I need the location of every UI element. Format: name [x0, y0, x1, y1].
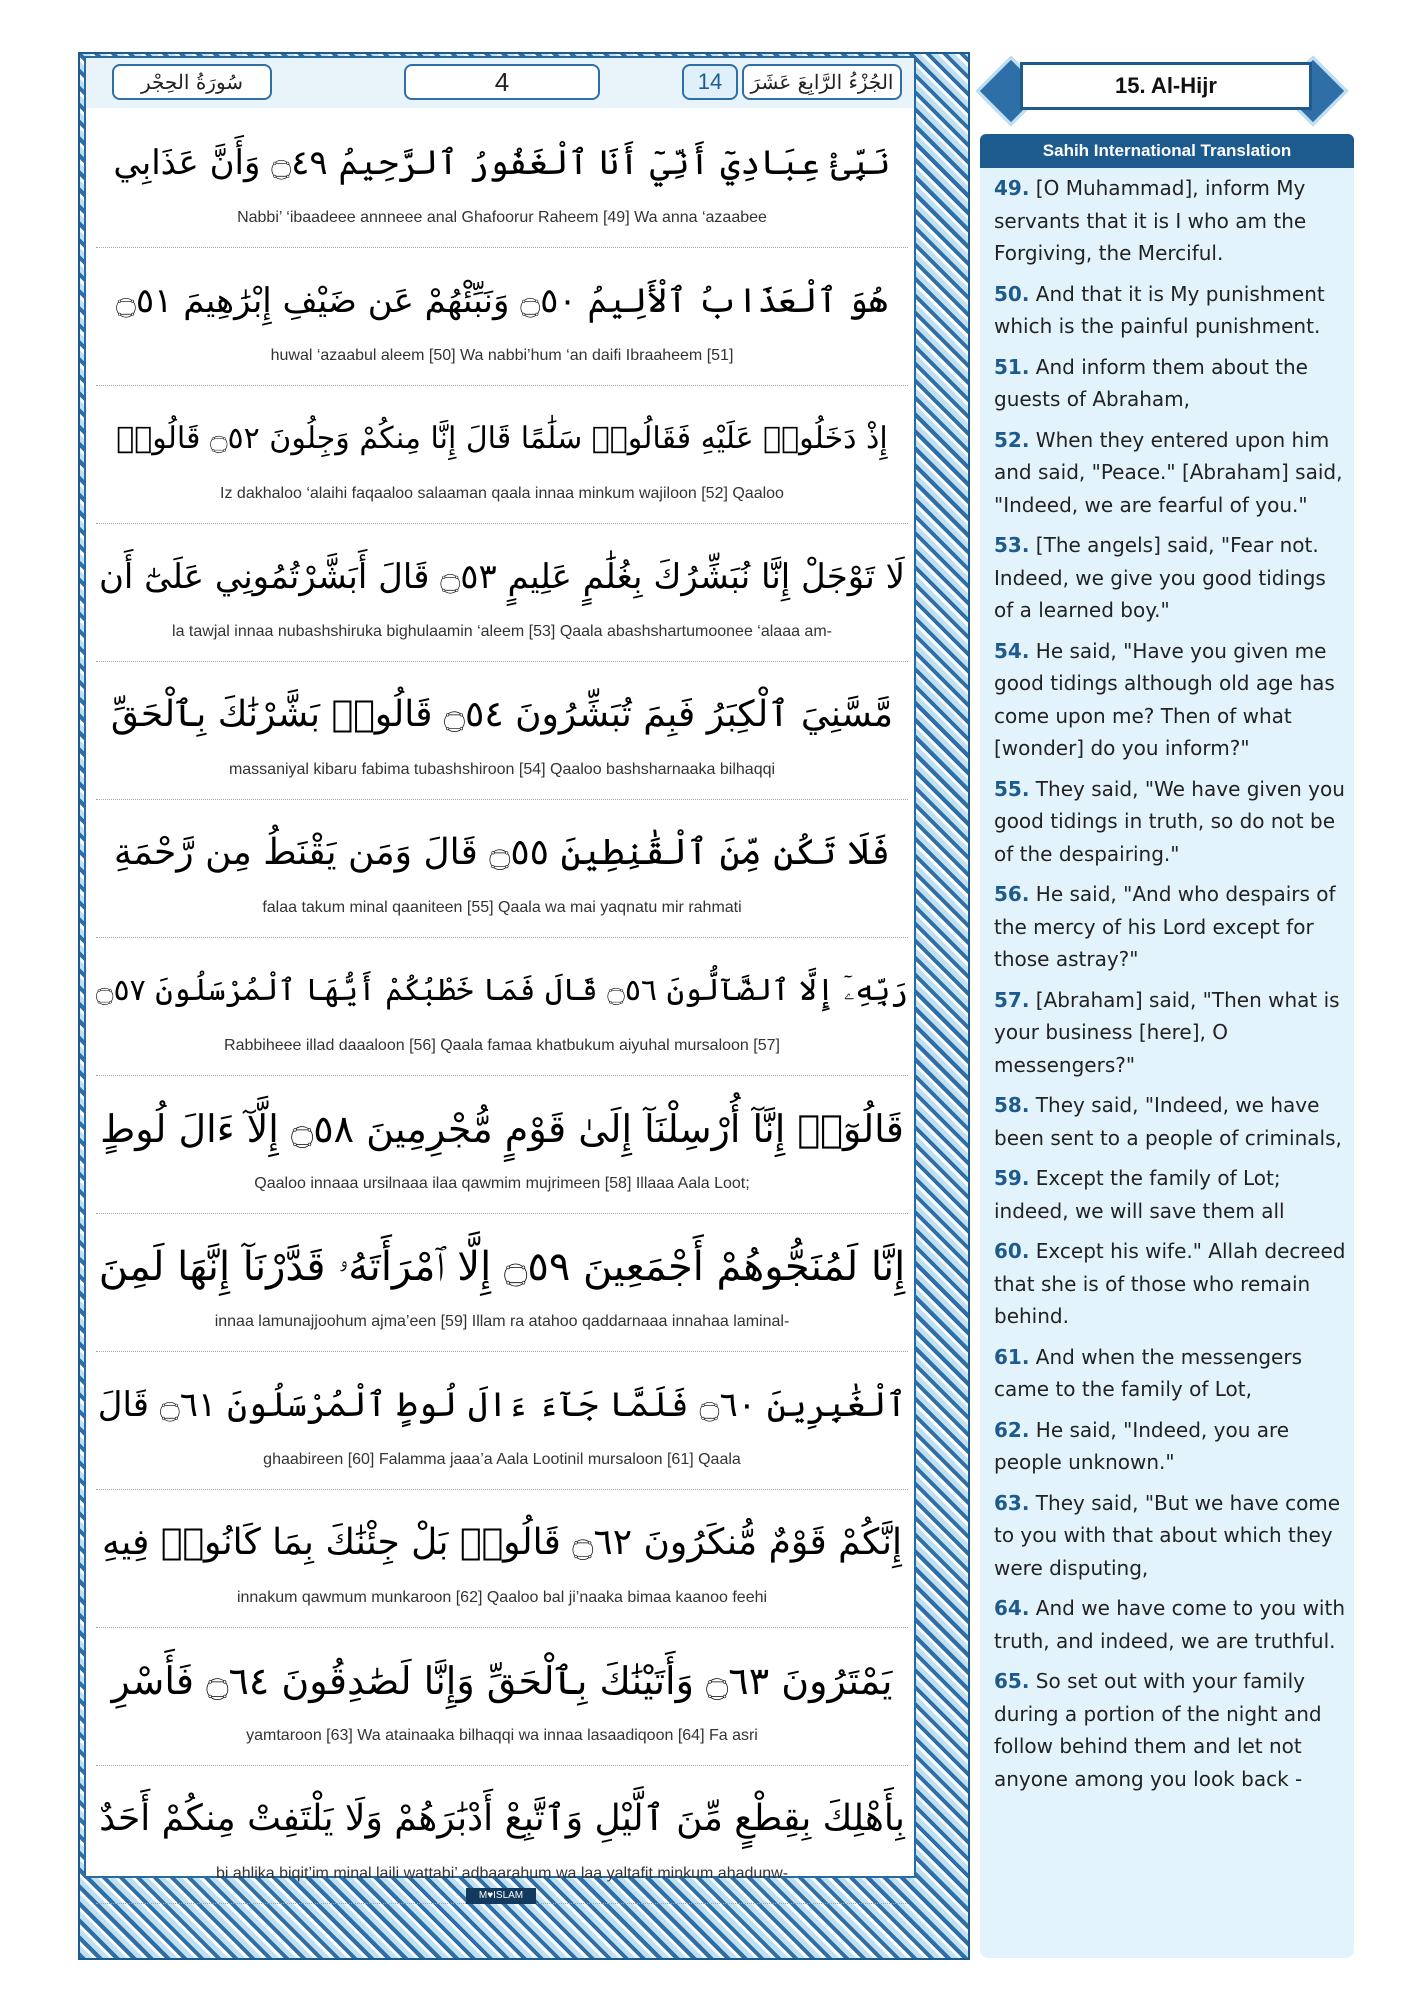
quran-line	[96, 664, 908, 800]
translation-verse	[994, 1235, 1346, 1333]
verse-text: So set out with your family during a portion of the night and follow behind them and let not anyone among you look back -	[994, 1669, 1322, 1791]
verse-text: And when the messengers came to the family of Lot,	[994, 1344, 1303, 1401]
verse-text: He said, "And who despairs of the mercy of his Lord except for those astray?"	[994, 882, 1336, 971]
quran-line	[96, 1078, 908, 1214]
verse-number: 55.	[994, 776, 1030, 801]
arabic-text: لَا تَوْجَلْ إِنَّا نُبَشِّرُكَ بِغُلَٰمٍ عَلِيمٍ ۝٥٣ قَالَ أَبَشَّرْتُمُونِي عَلَىٰٓ أَن	[98, 557, 906, 597]
arabic-text: يَمْتَرُونَ ۝٦٣ وَأَتَيْنَٰكَ بِٱلْحَقِّ وَإِنَّا لَصَٰدِقُونَ ۝٦٤ فَأَسْرِ	[111, 1659, 893, 1703]
translation-verse	[994, 351, 1346, 416]
verse-number: 62.	[994, 1417, 1030, 1442]
quran-line	[96, 802, 908, 938]
verse-number: 63.	[994, 1490, 1030, 1515]
verse-text: Except his wife." Allah decreed that she is of those who remain behind.	[994, 1239, 1346, 1328]
arabic-text: نَبِّئْ عِبَادِيٓ أَنِّيٓ أَنَا ٱلْغَفُورُ ٱلرَّحِيمُ ۝٤٩ وَأَنَّ عَذَابِي	[113, 143, 891, 183]
verse-text: And that it is My punishment which is the painful punishment.	[994, 281, 1325, 338]
verse-text: They said, "But we have come to you with that about which they were disputing,	[994, 1490, 1341, 1580]
verse-text: [O Muhammad], inform My servants that it is I who am the Forgiving, the Merciful.	[994, 176, 1307, 265]
verse-number: 58.	[994, 1093, 1030, 1117]
quran-line	[96, 1492, 908, 1628]
transliteration-text: massaniyal kibaru fabima tubashshiroon [54] Qaaloo bashsharnaaka bilhaqqi	[228, 761, 776, 778]
quran-line	[96, 250, 908, 386]
translation-verse	[994, 529, 1346, 627]
arabic-text: إِذْ دَخَلُوا۟ عَلَيْهِ فَقَالُوا۟ سَلَٰمًا قَالَ إِنَّا مِنكُمْ وَجِلُونَ ۝٥٢ قَالُوا۟	[116, 421, 888, 456]
quran-line	[96, 1216, 908, 1352]
quran-line	[96, 112, 908, 248]
arabic-text: مَّسَّنِيَ ٱلْكِبَرُ فَبِمَ تُبَشِّرُونَ ۝٥٤ قَالُوا۟ بَشَّرْنَٰكَ بِٱلْحَقِّ	[110, 694, 894, 735]
surah-name-label: سُورَةُ الحِجْر	[112, 64, 272, 100]
verse-text: [The angels] said, "Fear not. Indeed, we give you good tidings of a learned boy."	[994, 533, 1326, 622]
translation-verse	[994, 424, 1346, 522]
translation-verse	[994, 1592, 1346, 1657]
verse-text: And we have come to you with truth, and indeed, we are truthful.	[994, 1596, 1346, 1653]
verse-number: 61.	[994, 1344, 1030, 1369]
translation-verse	[994, 984, 1346, 1082]
translation-verse	[994, 773, 1346, 871]
translation-verse	[994, 1665, 1346, 1795]
verse-number: 50.	[994, 281, 1030, 306]
verse-number: 65.	[994, 1669, 1030, 1693]
quran-line	[96, 526, 908, 662]
quran-line	[96, 940, 908, 1076]
translation-verse	[994, 172, 1346, 270]
transliteration-text: Iz dakhaloo ‘alaihi faqaaloo salaaman qaala innaa minkum wajiloon [52] Qaaloo	[220, 485, 784, 502]
transliteration-text: ghaabireen [60] Falamma jaaa’a Aala Lootinil mursaloon [61] Qaala	[263, 1451, 741, 1468]
translation-verse	[994, 635, 1346, 765]
verse-text: [Abraham] said, "Then what is your business [here], O messengers?"	[994, 987, 1340, 1077]
verse-text: He said, "Indeed, you are people unknown."	[994, 1417, 1290, 1474]
verse-text: He said, "Have you given me good tidings although old age has come upon me? Then of what [wonder] do you inform?"	[994, 638, 1335, 760]
transliteration-text: falaa takum minal qaaniteen [55] Qaala wa mai yaqnatu mir rahmati	[262, 899, 742, 916]
verse-text: When they entered upon him and said, "Peace." [Abraham] said, "Indeed, we are fearful of you."	[994, 427, 1343, 517]
translation-verse	[994, 1089, 1346, 1154]
transliteration-text: Rabbiheee illad daaaloon [56] Qaala famaa khatbukum aiyuhal mursaloon [57]	[224, 1037, 780, 1054]
verse-number: 59.	[994, 1166, 1030, 1190]
verse-number: 60.	[994, 1239, 1030, 1263]
verse-text: And inform them about the guests of Abraham,	[994, 354, 1308, 411]
transliteration-text: bi ahlika biqit’im minal laili wattabi’ adbaarahum wa laa yaltafit minkum ahadunw-	[215, 1865, 789, 1882]
arabic-text: إِنَّكُمْ قَوْمٌ مُّنكَرُونَ ۝٦٢ قَالُوا۟ بَلْ جِئْنَٰكَ بِمَا كَانُوا۟ فِيهِ	[101, 1522, 903, 1563]
verse-text: They said, "Indeed, we have been sent to a people of criminals,	[994, 1093, 1342, 1150]
translation-verse	[994, 1162, 1346, 1227]
translation-panel	[980, 168, 1354, 1958]
arabic-text: إِنَّا لَمُنَجُّوهُمْ أَجْمَعِينَ ۝٥٩ إِلَّا ٱمْرَأَتَهُۥ قَدَّرْنَآ إِنَّهَا لَمِنَ	[98, 1244, 906, 1290]
translation-verse	[994, 878, 1346, 976]
arabic-text: ٱلْغَٰبِرِينَ ۝٦٠ فَلَمَّا جَآءَ ءَالَ لُوطٍ ٱلْمُرْسَلُونَ ۝٦١ قَالَ	[97, 1385, 907, 1425]
verse-number: 64.	[994, 1596, 1030, 1620]
juz-name-label: الجُزْءُ الرَّابِعَ عَشَرَ	[742, 64, 902, 100]
surah-title-banner	[980, 58, 1350, 116]
verse-number: 49.	[994, 176, 1030, 200]
translation-verse	[994, 278, 1346, 343]
verse-number: 57.	[994, 987, 1030, 1012]
transliteration-text: innaa lamunajjoohum ajma’een [59] Illam ra atahoo qaddarnaaa innahaa laminal-	[214, 1313, 790, 1330]
translation-verse	[994, 1341, 1346, 1406]
transliteration-text: Qaaloo innaaa ursilnaaa ilaa qawmim mujrimeen [58] Illaaa Aala Loot;	[254, 1175, 750, 1192]
arabic-text: بِأَهْلِكَ بِقِطْعٍ مِّنَ ٱلَّيْلِ وَٱتَّبِعْ أَدْبَٰرَهُمْ وَلَا يَلْتَفِتْ مِنكُمْ أَحَدٌ	[99, 1798, 905, 1839]
quran-line	[96, 388, 908, 524]
verse-number: 56.	[994, 882, 1030, 906]
translation-verse	[994, 1414, 1346, 1479]
translation-verse	[994, 1487, 1346, 1585]
transliteration-text: yamtaroon [63] Wa atainaaka bilhaqqi wa innaa lasaadiqoon [64] Fa asri	[246, 1727, 758, 1744]
arabic-text: فَلَا تَكُن مِّنَ ٱلْقَٰنِطِينَ ۝٥٥ قَالَ وَمَن يَقْنَطُ مِن رَّحْمَةِ	[113, 832, 891, 873]
verse-number: 52.	[994, 427, 1030, 452]
footer-logo: M♥ISLAM	[466, 1888, 536, 1904]
arabic-text: قَالُوٓا۟ إِنَّآ أُرْسِلْنَآ إِلَىٰ قَوْمٍ مُّجْرِمِينَ ۝٥٨ إِلَّآ ءَالَ لُوطٍ	[100, 1107, 904, 1151]
translation-header: Sahih International Translation	[980, 134, 1354, 168]
verse-text: They said, "We have given you good tidings in truth, so do not be of the despairing."	[994, 776, 1345, 866]
quran-line	[96, 1630, 908, 1766]
juz-number: 14	[682, 64, 738, 100]
verse-number: 51.	[994, 354, 1030, 379]
surah-title: 15. Al-Hijr	[1020, 62, 1312, 110]
verse-number: 53.	[994, 533, 1030, 557]
quran-line	[96, 1354, 908, 1490]
quran-line	[96, 1768, 908, 1904]
transliteration-text: la tawjal innaa nubashshiruka bighulaamin ‘aleem [53] Qaala abashshartumoonee ‘alaaa am-	[172, 623, 832, 640]
page-number: 4	[404, 64, 600, 100]
arabic-text: رَبِّهِۦٓ إِلَّا ٱلضَّآلُّونَ ۝٥٦ قَالَ فَمَا خَطْبُكُمْ أَيُّهَا ٱلْمُرْسَلُونَ ۝٥٧	[95, 973, 908, 1008]
verse-number: 54.	[994, 638, 1030, 663]
verse-text: Except the family of Lot; indeed, we will save them all	[994, 1166, 1285, 1223]
transliteration-text: innakum qawmum munkaroon [62] Qaaloo bal ji’naaka bimaa kaanoo feehi	[236, 1589, 768, 1606]
arabic-text: هُوَ ٱلْعَذَابُ ٱلْأَلِيمُ ۝٥٠ وَنَبِّئْهُمْ عَن ضَيْفِ إِبْرَٰهِيمَ ۝٥١	[116, 281, 888, 321]
transliteration-text: huwal ‘azaabul aleem [50] Wa nabbi’hum ‘an daifi Ibraaheem [51]	[270, 347, 734, 364]
transliteration-text: Nabbi’ ‘ibaadeee annneee anal Ghafoorur Raheem [49] Wa anna ‘azaabee	[237, 209, 767, 226]
